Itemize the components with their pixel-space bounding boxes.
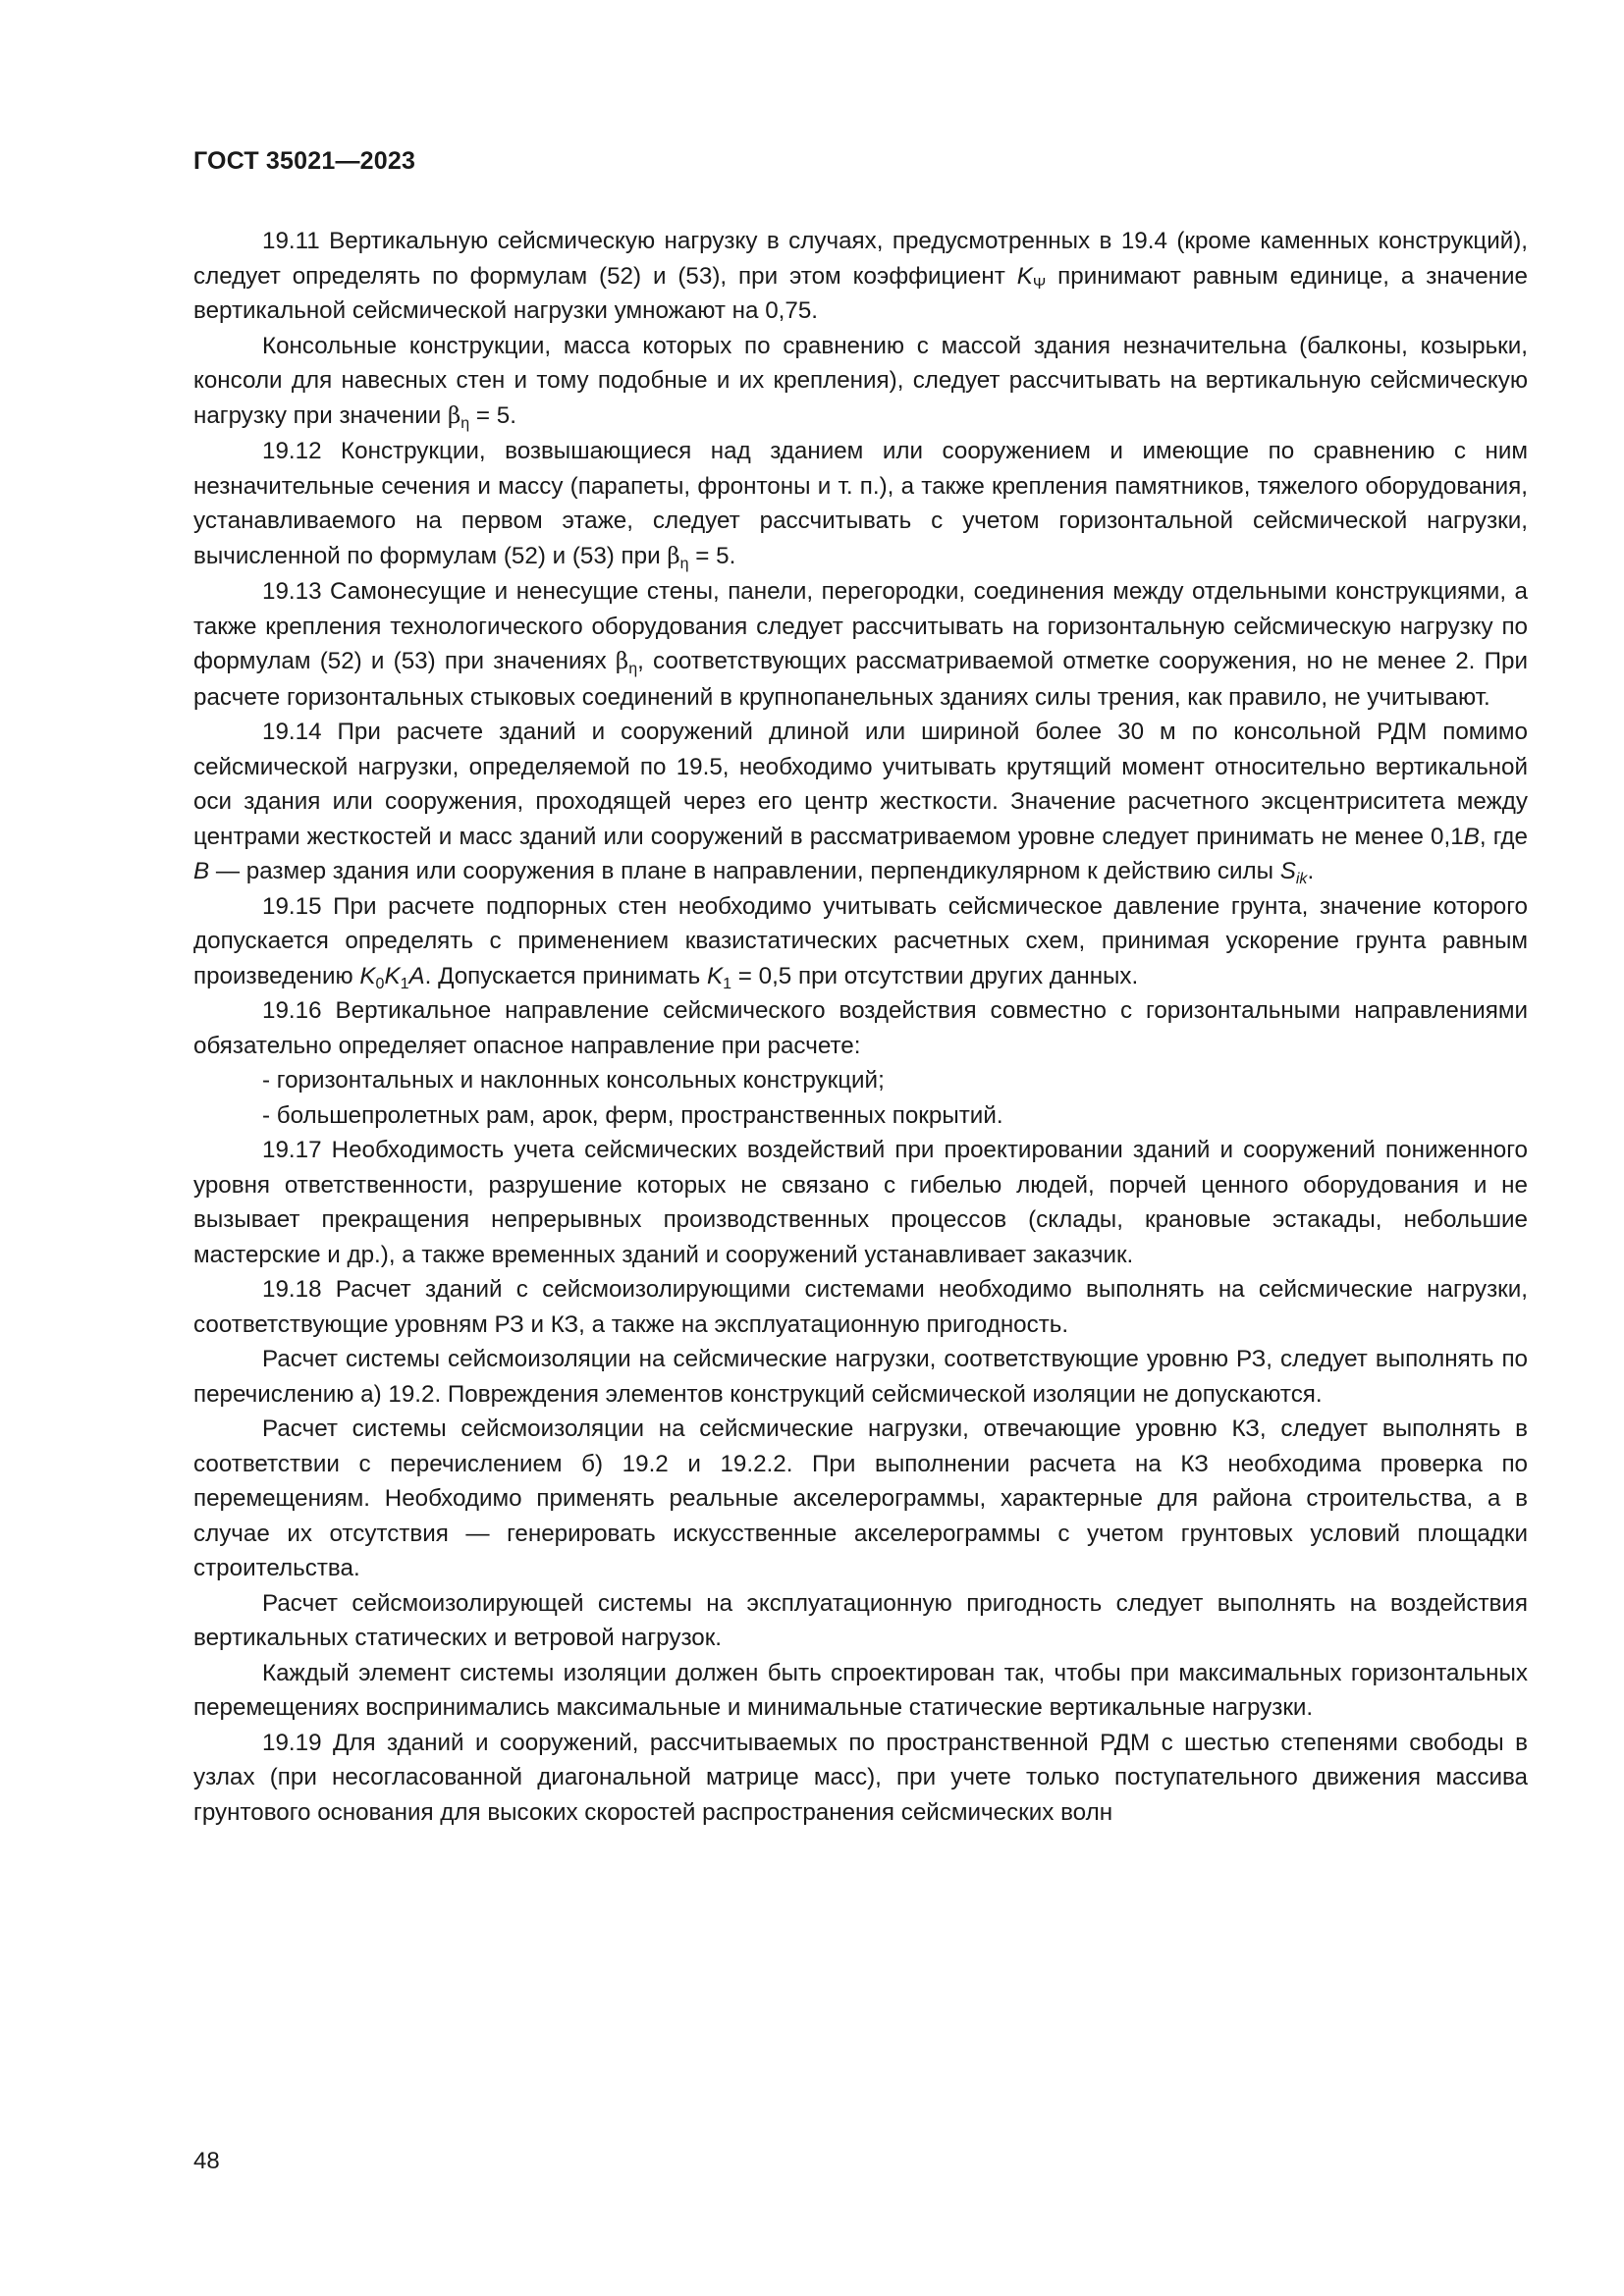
text-run: 19.13 Самонесущие и ненесущие стены, панели, перегородки, соединения между отдельными конструкциями, а также крепления технологического оборудования следует рассчитывать на горизонтальную сейсмическую нагрузку по формулам (52) и (53) при значениях — [193, 578, 1528, 674]
subscript-eta: η — [628, 661, 638, 677]
text-run: 19.12 Конструкции, возвышающиеся над зданием или сооружением и имеющие по сравнению с ним незначительные сечения и массу (парапеты, фронтоны и т. п.), а также крепления памятников, тяжелого оборудования, устанавливаемого на первом этаже, следует рассчитывать с учетом горизонтальной сейсмической нагрузки, вычисленной по формулам (52) и (53) при — [193, 438, 1528, 569]
document-body — [193, 224, 1528, 1830]
subscript-1: 1 — [400, 975, 409, 992]
text-run: , где — [1479, 823, 1529, 850]
document-header: ГОСТ 35021—2023 — [193, 147, 416, 175]
text-run: 19.14 При расчете зданий и сооружений длиной или шириной более 30 м по консольной РДМ помимо сейсмической нагрузки, определяемой по 19.5, необходимо учитывать крутящий момент относительно вертикальной оси здания или сооружения, проходящей через его центр жесткости. Значение расчетного эксцентриситета между центрами жесткостей и масс зданий или сооружений в рассматриваемом уровне следует принимать не менее 0,1 — [193, 719, 1528, 850]
subscript-ik: ik — [1295, 871, 1308, 887]
paragraph-19-18: 19.18 Расчет зданий с сейсмоизолирующими системами необходимо выполнять на сейсмические нагрузки, соответствующие уровням РЗ и КЗ, а также на эксплуатационную пригодность. — [193, 1276, 1528, 1338]
paragraph-19-19: 19.19 Для зданий и сооружений, рассчитываемых по пространственной РДМ с шестью степенями свободы в узлах (при несогласованной диагональной матрице масс), при учете только поступательного движения массива грунтового основания для высоких скоростей распространения сейсмических волн — [193, 1729, 1528, 1826]
symbol-k: K — [1016, 262, 1033, 290]
paragraph-19-11 — [193, 224, 1528, 329]
page-number: 48 — [193, 2148, 220, 2174]
paragraph-kz: Расчет системы сейсмоизоляции на сейсмические нагрузки, отвечающие уровню КЗ, следует выполнять в соответствии с перечислением б) 19.2 и 19.2.2. При выполнении расчета на КЗ необходима проверка по перемещениям. Необходимо применять реальные акселерограммы, характерные для района строительства, а в случае их отсутствия — генерировать искусственные акселерограммы с учетом грунтовых условий площадки строительства. — [193, 1415, 1528, 1581]
paragraph-19-16: 19.16 Вертикальное направление сейсмического воздействия совместно с горизонтальными направлениями обязательно определяет опасное направление при расчете: — [193, 997, 1528, 1059]
symbol-beta: β — [447, 402, 461, 429]
text-run: , соответствующих рассматриваемой отметке сооружения, но не менее 2. При расчете горизонтальных стыковых соединений в крупнопанельных зданиях силы трения, как правило, не учитывают. — [193, 648, 1528, 711]
text-run: = 5. — [688, 542, 736, 569]
subscript-eta: η — [679, 555, 689, 572]
symbol-k: K — [359, 962, 376, 989]
paragraph-serviceability: Расчет сейсмоизолирующей системы на эксплуатационную пригодность следует выполнять на воздействия вертикальных статических и ветровой нагрузок. — [193, 1589, 1528, 1651]
paragraph-19-15 — [193, 889, 1528, 994]
subscript-0: 0 — [375, 975, 385, 992]
symbol-b: B — [1463, 823, 1480, 850]
paragraph-19-13 — [193, 574, 1528, 715]
paragraph-19-14 — [193, 715, 1528, 889]
symbol-b: B — [193, 858, 210, 884]
symbol-k: K — [384, 962, 401, 989]
text-run: — размер здания или сооружения в плане в направлении, перпендикулярном к действию силы — [209, 858, 1280, 884]
subscript-psi: Ψ — [1032, 275, 1047, 293]
paragraph-cantilever — [193, 329, 1528, 435]
text-run: 19.15 При расчете подпорных стен необходимо учитывать сейсмическое давление грунта, значение которого допускается определять с применением квазистатических расчетных схем, принимая ускорение грунта равным произведению — [193, 892, 1528, 989]
subscript-1: 1 — [723, 975, 732, 992]
text-run: = 5. — [469, 401, 516, 429]
text-run: принимают равным единице, а значение вертикальной сейсмической нагрузки умножают на 0,75. — [193, 262, 1528, 324]
text-run: = 0,5 при отсутствии других данных. — [731, 962, 1139, 989]
paragraph-19-12 — [193, 434, 1528, 574]
list-item: - горизонтальных и наклонных консольных конструкций; — [262, 1067, 885, 1094]
symbol-a: A — [408, 962, 425, 989]
paragraph-isolation-element: Каждый элемент системы изоляции должен быть спроектирован так, чтобы при максимальных горизонтальных перемещениях воспринимались максимальные и минимальные статические вертикальные нагрузки. — [193, 1659, 1528, 1721]
symbol-beta: β — [615, 649, 629, 674]
symbol-s: S — [1279, 858, 1296, 884]
subscript-eta: η — [460, 414, 470, 432]
paragraph-19-17: 19.17 Необходимость учета сейсмических воздействий при проектировании зданий и сооружений пониженного уровня ответственности, разрушение которых не связано с гибелью людей, порчей ценного оборудования и не вызывает прекращения непрерывных производственных процессов (склады, крановые эстакады, небольшие мастерские и др.), а также временных зданий и сооружений устанавливает заказчик. — [193, 1137, 1528, 1268]
symbol-k: K — [707, 962, 724, 989]
list-item: - большепролетных рам, арок, ферм, пространственных покрытий. — [262, 1101, 1003, 1129]
symbol-beta: β — [667, 543, 680, 569]
paragraph-rz: Расчет системы сейсмоизоляции на сейсмические нагрузки, соответствующие уровню РЗ, следует выполнять по перечислению а) 19.2. Повреждения элементов конструкций сейсмической изоляции не допускаются. — [193, 1346, 1528, 1408]
text-run: Консольные конструкции, масса которых по сравнению с массой здания незначительна (балконы, козырьки, консоли для навесных стен и тому подобные и их крепления), следует рассчитывать на вертикальную сейсмическую нагрузку при значении — [193, 332, 1528, 429]
text-run: . — [1307, 858, 1315, 884]
text-run: . Допускается принимать — [424, 962, 708, 989]
text-run: 19.11 Вертикальную сейсмическую нагрузку в случаях, предусмотренных в 19.4 (кроме каменных конструкций), следует определять по формулам (52) и (53), при этом коэффициент — [193, 228, 1528, 290]
